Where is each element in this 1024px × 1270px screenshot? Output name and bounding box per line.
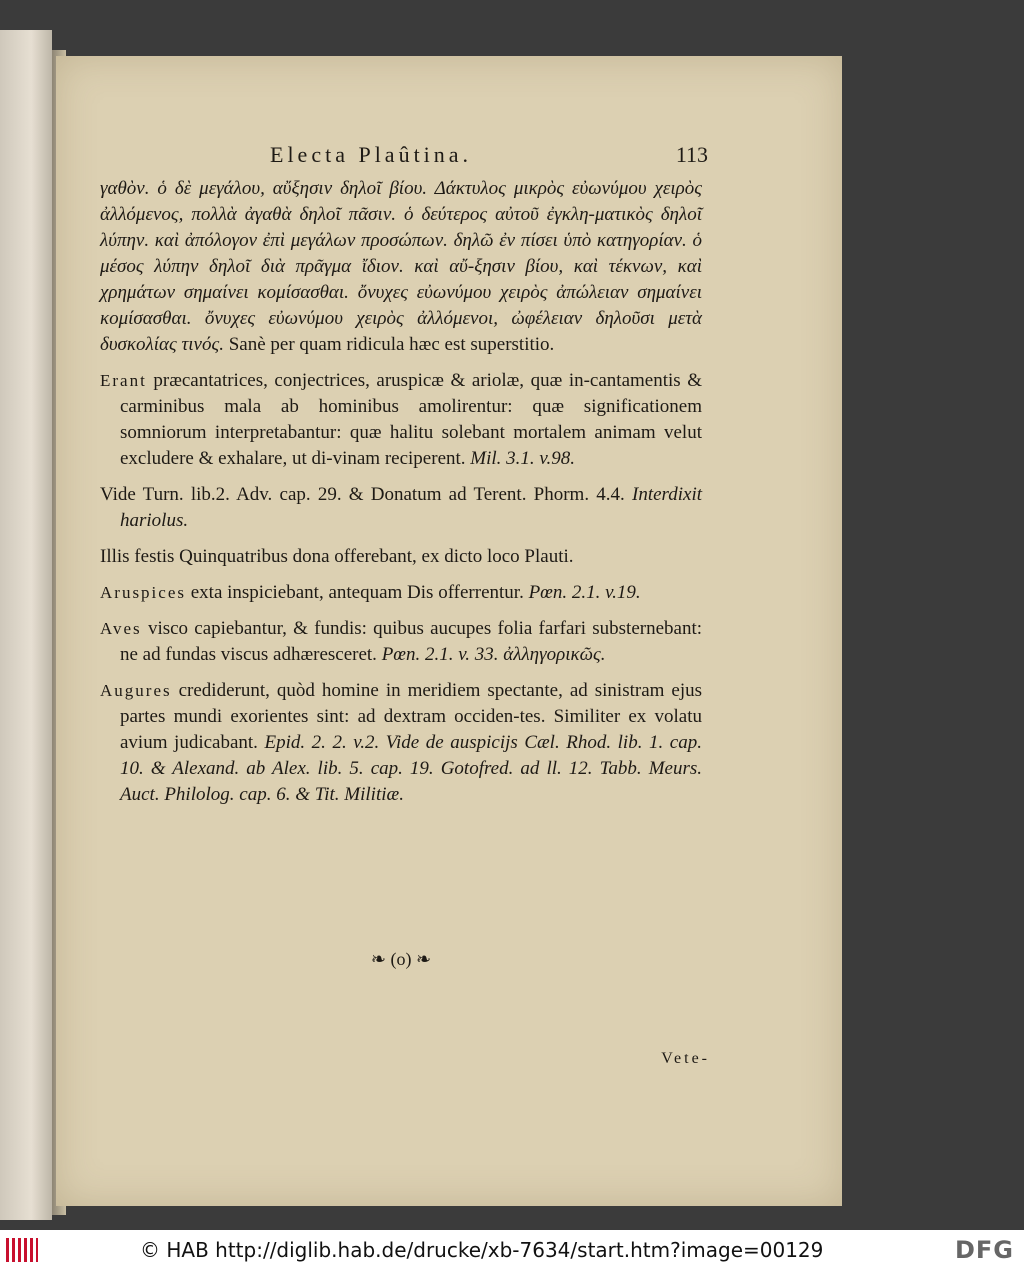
page-text bbox=[100, 136, 710, 1067]
viewer-footer bbox=[0, 1230, 1024, 1270]
entry-body: præcantatrices, conjectrices, aruspicæ & ariolæ, quæ in-cantamentis & carminibus mala ab hominibus amolirentur: quæ significationem somniorum interpretabantur: quæ halitu solebant mortalem animam velut excludere & exhalare, ut di-vinam reciperent. bbox=[120, 370, 702, 469]
entry-aruspices bbox=[100, 580, 702, 606]
entry-reference: Pœn. 2.1. v. 33. ἀλληγορικῶς. bbox=[381, 644, 606, 665]
entry-reference: Interdixit hariolus. bbox=[120, 484, 702, 531]
previous-page-edge bbox=[0, 30, 52, 1220]
entry-body: Illis festis Quinquatribus dona offerebant, ex dicto loco Plauti. bbox=[100, 546, 574, 567]
entry-body: exta inspiciebant, antequam Dis offerrentur. bbox=[190, 582, 524, 603]
entry-reference: Pœn. 2.1. v.19. bbox=[528, 582, 641, 603]
entry-vide-turn bbox=[100, 482, 702, 534]
entry-augures bbox=[100, 678, 702, 808]
entry-reference: Mil. 3.1. v.98. bbox=[470, 448, 575, 469]
entry-lead: Erant bbox=[100, 371, 147, 390]
greek-passage bbox=[100, 176, 702, 358]
entry-quinquatribus bbox=[100, 544, 702, 570]
entry-body: Vide Turn. lib.2. Adv. cap. 29. & Donatum ad Terent. Phorm. 4.4. bbox=[100, 484, 625, 505]
printer-ornament: ❧ (o) ❧ bbox=[370, 949, 432, 969]
book-page bbox=[56, 56, 842, 1206]
catchword: Vete- bbox=[661, 1050, 710, 1067]
running-head-title: Electa Plaûtina. bbox=[270, 142, 473, 167]
entry-erant bbox=[100, 368, 702, 472]
entry-lead: Aves bbox=[100, 619, 142, 638]
hab-logo-icon bbox=[6, 1238, 38, 1262]
page-number: 113 bbox=[675, 142, 708, 167]
greek-text: γαθὸν. ὁ δὲ μεγάλου, αὔξησιν δηλοῖ βίου. Δάκτυλος μικρὸς εὐωνύμου χειρὸς ἀλλόμενος, πολλὰ ἀγαθὰ δηλοῖ πᾶσιν. ὁ δεύτερος αὐτοῦ ἐγκλη-ματικὸς δηλοῖ λύπην. καὶ ἀπόλογον ἐπὶ μεγάλων προσώπων. δηλῶ ἐν πίσει ὑπὸ κατηγορίαν. ὁ μέσος λύπην δηλοῖ διὰ πρᾶγμα ἴδιον. καὶ αὔ-ξησιν βίου, καὶ τέκνων, καὶ χρημάτων σημαίνει κομίσασθαι. ὄνυχες εὐωνύμου χειρὸς ἀπώλειαν σημαίνει κομίσασθαι. ὄνυχες εὐωνύμου χειρὸς ἀλλόμενοι, ὠφέλειαν δηλοῦσι μετὰ δυσκολίας τινός. bbox=[100, 178, 702, 355]
entry-lead: Augures bbox=[100, 681, 172, 700]
entry-lead: Aruspices bbox=[100, 583, 186, 602]
entry-body: crediderunt, quòd homine in meridiem spectante, ad sinistram ejus partes mundi exorientes sint: ad dextram occiden-tes. Similiter ex volatu avium judicabant. bbox=[120, 680, 703, 753]
entry-body: visco capiebantur, & fundis: quibus aucupes folia farfari substernebant: ne ad fundas viscus adhæresceret. bbox=[120, 618, 702, 665]
entry-reference: Epid. 2. 2. v.2. Vide de auspicijs Cæl. Rhod. lib. 1. cap. 10. & Alexand. ab Alex. lib. 5. cap. 19. Gotofred. ad ll. 12. Tabb. Meurs. Auct. Philolog. cap. 6. & Tit. Militiæ. bbox=[120, 732, 702, 805]
entry-aves bbox=[100, 616, 702, 668]
dfg-logo: DFG bbox=[954, 1236, 1014, 1264]
source-link[interactable]: © HAB http://diglib.hab.de/drucke/xb-7634/start.htm?image=00129 bbox=[140, 1238, 824, 1262]
greek-commentary: Sanè per quam ridicula hæc est superstitio. bbox=[228, 334, 555, 355]
running-head bbox=[100, 136, 708, 176]
